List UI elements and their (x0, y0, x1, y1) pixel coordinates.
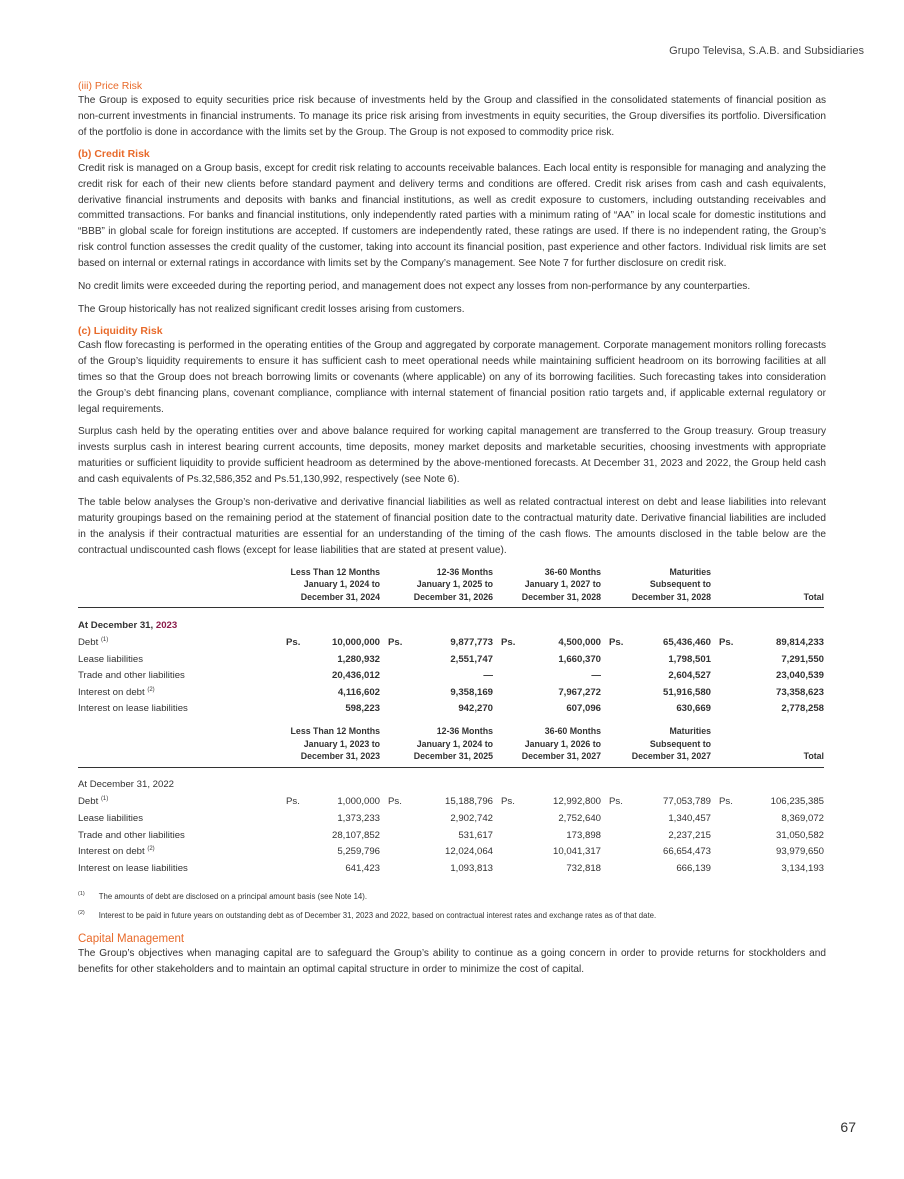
liquidity-risk-p2: Surplus cash held by the operating entities over and above balance required for working capital management are transferred to the Group treasury. Group treasury invests surplus cash in interest bearing current accounts, time deposits, money market deposits and marketable securities, choosing investments with appropriate maturities or sufficient liquidity to provide sufficient headroom as determined by the above-mentioned forecasts. At December 31, 2023 and 2022, the Group held cash and cash equivalents of Ps.32,586,352 and Ps.51,130,992, respectively (see Note 6). (78, 426, 826, 486)
table-row: Interest on lease liabilities 598,223 942,270 607,096 630,669 2,778,258 (78, 703, 824, 715)
price-risk-title: (iii) Price Risk (78, 80, 143, 92)
col-header: Less Than 12 Months January 1, 2023 to December 31, 2023 (290, 726, 380, 762)
col-header: 36-60 Months January 1, 2026 to December 31, 2027 (521, 726, 601, 762)
table-row: Lease liabilities 1,373,233 2,902,742 2,752,640 1,340,457 8,369,072 (78, 813, 824, 825)
col-header: Maturities Subsequent to December 31, 2028 (631, 566, 711, 602)
table-header-row (78, 566, 824, 608)
col-header: Maturities Subsequent to December 31, 2027 (631, 726, 711, 762)
col-header: Less Than 12 Months January 1, 2024 to December 31, 2024 (290, 566, 380, 602)
footnote: $^{(1)}$ The amounts of debt are disclosed on a principal amount basis (see Note 14). (78, 891, 368, 901)
table-row: Trade and other liabilities 28,107,852 531,617 173,898 2,237,215 31,050,582 (78, 829, 824, 841)
col-header: 12-36 Months January 1, 2024 to December 31, 2025 (413, 726, 493, 762)
col-header: Total (803, 751, 824, 762)
maturity-table-2022 (78, 725, 824, 876)
page-content (78, 80, 826, 984)
col-header: 36-60 Months January 1, 2027 to December 31, 2028 (521, 566, 601, 602)
liquidity-risk-p3: The table below analyses the Group’s non-derivative and derivative financial liabilities as well as related contractual interest on debt and lease liabilities into relevant maturity groupings based on the remaining period at the statement of financial position date to the contractual maturity date. Derivative financial liabilities are included in the analysis if their contractual maturities are essential for an understanding of the timing of the cash flows. The amounts disclosed in the table below are the contractual undiscounted cash flows (except for lease liabilities that are stated at present value). (78, 497, 826, 556)
capital-management-title: Capital Management (78, 932, 185, 945)
table-row: Interest on lease liabilities 641,423 1,093,813 732,818 666,139 3,134,193 (78, 862, 824, 874)
credit-risk-title: (b) Credit Risk (78, 147, 150, 160)
page-number: 67 (840, 1119, 856, 1135)
table-row: Interest on debt $^{(2)}$ 5,259,796 12,024,064 10,041,317 66,654,473 93,979,650 (78, 846, 824, 858)
footnote: $^{(2)}$ Interest to be paid in future years on outstanding debt as of December 31, 2023 and 2022, based on contractual interest rates and exchange rates as of that date. (78, 910, 657, 920)
col-header: Total (803, 591, 824, 602)
table-row: Debt $^{(1)}$ Ps. 1,000,000 Ps. 15,188,796 Ps. 12,992,800 Ps. 77,053,789 Ps. 106,235,385 (78, 796, 824, 808)
period-row: At December 31, 2022 (78, 779, 174, 791)
col-header: 12-36 Months January 1, 2025 to December 31, 2026 (413, 566, 493, 602)
table-row: Interest on debt $^{(2)}$ 4,116,602 9,358,169 7,967,272 51,916,580 73,358,623 (78, 686, 824, 698)
price-risk-text: The Group is exposed to equity securities price risk because of investments held by the Group and classified in the consolidated statements of financial position as non-current investments in financial instruments. To manage its price risk arising from investments in equity securities, the Group diversifies its portfolio. Diversification of the portfolio is done in accordance with the limits set by the Group. The Group is not exposed to commodity price risk. (78, 95, 826, 138)
running-header: Grupo Televisa, S.A.B. and Subsidiaries (669, 45, 864, 57)
table-row: Trade and other liabilities 20,436,012 — — 2,604,527 23,040,539 (78, 670, 824, 682)
table-header-row (78, 725, 824, 767)
maturity-table-2023 (78, 566, 824, 717)
credit-risk-p1: Credit risk is managed on a Group basis, except for credit risk relating to accounts receivable balances. Each local entity is responsible for managing and analyzing the credit risk for each of their new clients before standard payment and delivery terms and conditions are offered. Credit risk arises from cash and cash equivalents, derivative financial instruments and deposits with banks and financial institutions, as well as credit exposure to customers, including outstanding receivables and committed transactions. For banks and financial institutions, only independently rated parties with a minimum rating of “AA” in local scale for domestic institutions and “BBB” in global scale for foreign institutions are accepted. If customers are independently rated, these ratings are used. If there is no independent rating, the Group’s risk control function assesses the credit quality of the customer, taking into account its financial position, past experience and other factors. Individual risk limits are set based on internal or external ratings in accordance with limits set by the Company’s management. See Note 7 for further disclosure on credit risk. (78, 162, 826, 270)
capital-management-text: The Group’s objectives when managing capital are to safeguard the Group’s ability to continue as a going concern in order to provide returns for stockholders and benefits for other stakeholders and to maintain an optimal capital structure in order to minimize the cost of capital. (78, 947, 826, 975)
credit-risk-p3: The Group historically has not realized significant credit losses arising from customers. (78, 303, 465, 315)
table-row: Lease liabilities 1,280,932 2,551,747 1,660,370 1,798,501 7,291,550 (78, 653, 824, 665)
liquidity-risk-title: (c) Liquidity Risk (78, 324, 163, 337)
period-row: At December 31, 2023 (78, 619, 178, 631)
table-row: Debt $^{(1)}$ Ps. 10,000,000 Ps. 9,877,773 Ps. 4,500,000 Ps. 65,436,460 Ps. 89,814,233 (78, 636, 824, 648)
credit-risk-p2: No credit limits were exceeded during the reporting period, and management does not expect any losses from non-performance by any counterparties. (78, 281, 751, 293)
liquidity-risk-p1: Cash flow forecasting is performed in the operating entities of the Group and aggregated by corporate management. Corporate management monitors rolling forecasts of the Group’s liquidity requirements to ensure it has sufficient cash to meet operational needs while maintaining sufficient headroom on its borrowing facilities at all times so that the Group does not breach borrowing limits or covenants (where applicable) on any of its borrowing facilities. Such forecasting takes into consideration the Group’s debt financing plans, covenant compliance, compliance with internal statement of financial position ratio targets and, if applicable external regulatory or legal requirements. (78, 339, 826, 415)
